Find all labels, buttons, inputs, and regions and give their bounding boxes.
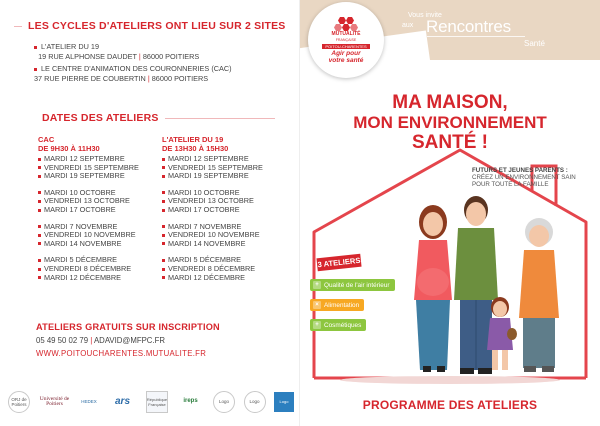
bullet-square-icon (38, 276, 41, 279)
site-cac: LE CENTRE D'ANIMATION DES COURONNERIES (CAC) 37 RUE PIERRE DE COUBERTIN | 86000 POITIERS (34, 64, 232, 83)
cross-icon: × (313, 301, 321, 309)
date-item: MARDI 17 OCTOBRE (38, 206, 139, 215)
date-item: VENDREDI 8 DÉCEMBRE (162, 265, 263, 274)
bullet-square-icon (38, 200, 41, 203)
aux-text: aux (402, 22, 414, 29)
bullet-square-icon (38, 191, 41, 194)
sites-section-title: LES CYCLES D'ATELIERS ONT LIEU SUR 2 SITES (14, 20, 285, 32)
date-item: MARDI 7 NOVEMBRE (38, 223, 139, 232)
date-item: MARDI 12 SEPTEMBRE (162, 155, 263, 164)
date-group (38, 155, 139, 181)
family-house-illustration (300, 0, 600, 426)
bullet-square-icon (38, 234, 41, 237)
inscription-block (36, 322, 220, 358)
atelier-cosmetiques-tag: + Cosmétiques (310, 319, 366, 331)
date-group (162, 256, 263, 282)
bullet-square-icon (162, 200, 165, 203)
rencontres-title: Rencontres (426, 17, 511, 36)
date-item: MARDI 17 OCTOBRE (162, 206, 263, 215)
mother-figure-icon (414, 205, 452, 372)
main-title-line-3: SANTÉ ! (412, 132, 488, 153)
partner-logo: Logo (244, 391, 266, 413)
bullet-square-icon (38, 158, 41, 161)
inscription-title: ATELIERS GRATUITS SUR INSCRIPTION (36, 322, 220, 332)
date-item: MARDI 19 SEPTEMBRE (38, 172, 139, 181)
dates-column-atelier-19 (162, 135, 263, 290)
bullet-square-icon (162, 175, 165, 178)
atelier-air-interieur-tag: + Qualité de l'air intérieur (310, 279, 395, 291)
bullet-square-icon (38, 242, 41, 245)
date-item: MARDI 5 DÉCEMBRE (38, 256, 139, 265)
date-group (162, 155, 263, 181)
date-item: MARDI 10 OCTOBRE (38, 189, 139, 198)
bullet-square-icon (162, 276, 165, 279)
date-item: MARDI 5 DÉCEMBRE (162, 256, 263, 265)
bullet-square-icon (162, 259, 165, 262)
dates-section-title: DATES DES ATELIERS (42, 112, 275, 124)
bullet-square-icon (38, 268, 41, 271)
bullet-square-icon (38, 225, 41, 228)
partner-logo: Logo (274, 392, 294, 412)
atelier-alimentation-tag: × Alimentation (310, 299, 364, 311)
hedex-logo: HEDEX (81, 399, 97, 405)
partner-logos (8, 386, 294, 418)
date-item: MARDI 7 NOVEMBRE (162, 223, 263, 232)
date-group (38, 223, 139, 249)
plus-icon: + (313, 321, 321, 329)
partner-logo: Logo (213, 391, 235, 413)
bullet-square-icon (162, 191, 165, 194)
dates-column-cac (38, 135, 139, 290)
bullet-square-icon (162, 209, 165, 212)
bullet-square-icon (38, 259, 41, 262)
bullet-square-icon (38, 175, 41, 178)
date-item: MARDI 10 OCTOBRE (162, 189, 263, 198)
date-item: VENDREDI 13 OCTOBRE (38, 197, 139, 206)
date-item: VENDREDI 15 SEPTEMBRE (38, 164, 139, 173)
email-link[interactable]: ADAVID@MFPC.FR (93, 336, 165, 345)
phone-number: 05 49 50 02 79 (36, 336, 89, 345)
date-item: VENDREDI 10 NOVEMBRE (38, 231, 139, 240)
contact-line: 05 49 50 02 79 | ADAVID@MFPC.FR (36, 336, 165, 345)
bullet-square-icon (38, 209, 41, 212)
date-item: MARDI 19 SEPTEMBRE (162, 172, 263, 181)
ateliers-badge: 3 ATELIERS (316, 254, 361, 272)
republique-francaise-logo: République Française (146, 391, 168, 413)
universite-poitiers-logo: Université de Poitiers (39, 395, 70, 407)
date-item: MARDI 14 NOVEMBRE (38, 240, 139, 249)
website-link[interactable]: WWW.POITOUCHARENTES.MUTUALITE.FR (36, 349, 207, 358)
plus-icon: + (313, 281, 321, 289)
date-item: VENDREDI 10 NOVEMBRE (162, 231, 263, 240)
date-item: MARDI 12 SEPTEMBRE (38, 155, 139, 164)
bullet-square-icon (162, 158, 165, 161)
main-title-line-1: MA MAISON, (392, 92, 508, 113)
orj-logo: ORJ de Poitiers (8, 391, 30, 413)
programme-title: PROGRAMME DES ATELIERS (362, 398, 538, 412)
date-group (38, 256, 139, 282)
invite-text: Vous invite (408, 12, 442, 19)
main-title-line-2: MON ENVIRONNEMENT (353, 113, 547, 132)
ars-logo: ars (114, 396, 130, 408)
title-accent-line (165, 118, 275, 119)
grandmother-figure-icon (519, 218, 559, 372)
column-header: L'ATELIER DU 19 DE 13H30 À 15H30 (162, 135, 229, 153)
bullet-square-icon (162, 225, 165, 228)
date-group (162, 189, 263, 215)
site-atelier-du-19: L'ATELIER DU 19 19 RUE ALPHONSE DAUDET | 86000 POITIERS (34, 42, 199, 61)
date-group (162, 223, 263, 249)
date-item: MARDI 12 DÉCEMBRE (162, 274, 263, 283)
date-group (38, 189, 139, 215)
bullet-square-icon (162, 234, 165, 237)
bullet-square-icon (162, 166, 165, 169)
bullet-square-icon (162, 242, 165, 245)
date-item: VENDREDI 15 SEPTEMBRE (162, 164, 263, 173)
date-item: MARDI 12 DÉCEMBRE (38, 274, 139, 283)
right-panel (300, 0, 600, 426)
bullet-square-icon (162, 268, 165, 271)
date-item: MARDI 14 NOVEMBRE (162, 240, 263, 249)
futurs-parents-text: FUTURS ET JEUNES PARENTS : CRÉEZ UN ENVIRONNEMENT SAIN POUR TOUTE LA FAMILLE (472, 167, 576, 189)
date-item: VENDREDI 8 DÉCEMBRE (38, 265, 139, 274)
title-accent-line (14, 26, 22, 27)
date-item: VENDREDI 13 OCTOBRE (162, 197, 263, 206)
bullet-square-icon (34, 68, 37, 71)
ireps-logo: ireps (183, 398, 198, 405)
column-header: CAC DE 9H30 À 11H30 (38, 135, 100, 153)
sante-text: Santé (524, 39, 545, 48)
bullet-square-icon (38, 166, 41, 169)
bullet-square-icon (34, 46, 37, 49)
mutualite-francaise-logo: MUTUALITÉ FRANÇAISE POITOU-CHARENTES Agir pour votre santé (308, 2, 384, 78)
